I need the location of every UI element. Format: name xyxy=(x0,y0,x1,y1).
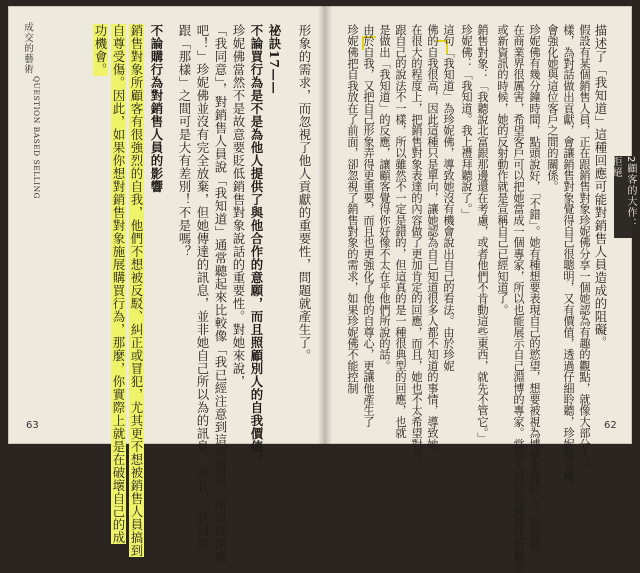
chapter-tab: 2顧客的大作：拒絕 xyxy=(614,156,632,238)
dialogue-line: 珍妮佛：「我知道。我上禮拜聽說了。」 xyxy=(460,24,473,220)
paragraph-column: 「我同意」，對銷售人員說「我知道」通常聽起來比較像「我已經注意到這項資訊，所以你閉嘴 xyxy=(213,24,228,564)
highlighted-text: 銷售對象所顧客有很強烈的自我，他們不想被反駁、糾正或冒犯，尤其更不想被銷售人員搞到 xyxy=(129,24,144,557)
paragraph-column: 由於自我，又把自己形象弄得更重要，而且也更強化了他的自尊心，更讓他產生了 xyxy=(362,24,375,428)
running-head-latin: QUESTION BASED SELLING xyxy=(32,76,41,200)
paragraph-column: 珍妮佛把自我放在了前面，卻忽視了銷售對象的需求，如果珍妮佛不能控制 xyxy=(346,24,359,394)
page-number-right: 62 xyxy=(604,420,617,431)
highlighted-text: 功機會。 xyxy=(93,24,108,76)
page-number-left: 63 xyxy=(26,420,39,431)
paragraph-column: 珍妮佛有幾分鐘時間，點頭說好，「不錯」。她有種想要表現自己的慾望，想要被視為博學多聞的人。珍妮佛 xyxy=(528,24,541,551)
paragraph-column: 跟自己的說法不一樣，所以雖然不一定是錯的，但這真的是一種很典型的回應，也就 xyxy=(394,24,407,439)
running-head: 成交的藝術 xyxy=(22,22,33,75)
paragraph-column: 在很大的程度上，把銷售對象表達的內容做了更加肯定的回應，而且，她也不太希望對方 xyxy=(410,24,423,461)
paragraph-column: 假設有某個銷售人員，正在跟銷售對象珍妮佛分享一個她認為有趣的觀點，就像大部分人一 xyxy=(578,24,591,472)
paragraph-column: 形象的需求，而忽視了他人貢獻的重要性，問題就產生了。 xyxy=(297,24,312,362)
highlighted-column xyxy=(92,24,109,76)
paragraph-column: 樣，為對話做出貢獻，會讓銷售對象覺得自己很聰明，又有價值，透過仔細聆聽，珍妮佛有機 xyxy=(562,24,575,484)
paragraph-column: 佛的自我很高，因此這種只是單向，讓她認為自己知道很多人都不知道的事情，導致她 xyxy=(426,24,439,450)
left-page xyxy=(8,6,320,564)
right-page xyxy=(330,6,636,573)
paragraph-column: 珍妮佛當然不是故意要貶低銷售對象說話的重要性。對她來說， xyxy=(231,24,246,388)
paragraph-column: 在商業界很厲害，希望客戶可以把她當成一個專家，所以也能展示自己淵博的專家。當別人對珍妮佛講述新觀念 xyxy=(512,24,525,573)
dialogue-line: 銷售對象：「我聽說北富銀那邊還在考慮，或者他們不肯動這些東西，就先不管它。」 xyxy=(476,24,489,444)
paragraph-column: 這句「我知道」為珍妮佛，導致她沒有機會說出自己的看法。由於珍妮 xyxy=(442,24,455,372)
paragraph-column: 是做出「我知道」的反應，讓顧客覺得你好像不太在乎他們所說的話。 xyxy=(378,24,391,372)
section-heading: 不論購行為對銷售人員的影響 xyxy=(149,24,164,193)
paragraph-column: 會強化她與這位客戶之間的關係。 xyxy=(546,24,559,192)
tip-heading: 祕訣17—— xyxy=(267,24,282,95)
book-spread xyxy=(8,6,636,573)
tip-text: 不論買行為是不是為他人提供了與他合作的意願，而且照顧別人的自我價值。 xyxy=(249,24,264,466)
highlighted-column xyxy=(110,24,127,544)
paragraph-column: 或新資訊的時候，她的反射動作就是宣稱自己已經知道了。 xyxy=(496,24,509,316)
paragraph-column: 描述了「我知道」這種回應可能對銷售人員造成的阻礙。 xyxy=(593,24,608,349)
paragraph-column: 吧！」珍妮佛並沒有完全放棄，但她傳達的訊息，並非她自己所以為的訊息。而且，「我同意」 xyxy=(195,24,210,564)
paragraph-column: 跟「那樣」之間可是大有差別！不是嗎？ xyxy=(177,24,192,258)
highlighted-text: 自尊受傷。因此，如果你想對銷售對象施展購買行為，那麼，你實際上就是在破壞自己的成 xyxy=(111,24,126,544)
highlighted-column xyxy=(128,24,145,557)
